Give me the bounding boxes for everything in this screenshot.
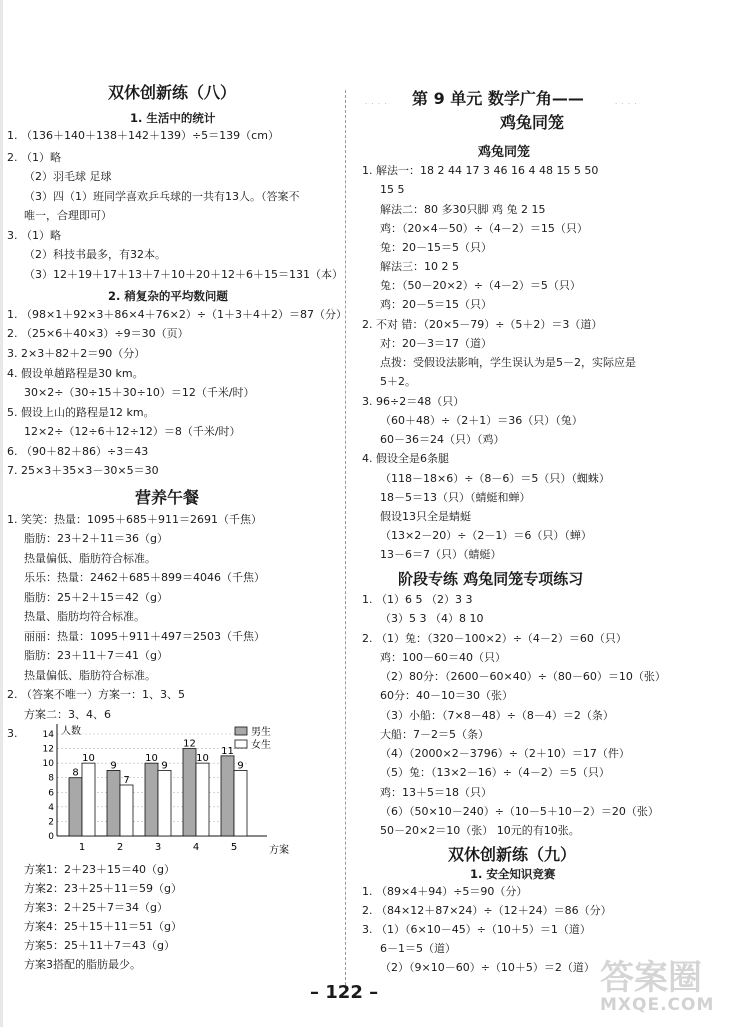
y-tick-label: 6 xyxy=(48,788,54,799)
bar-value-label: 9 xyxy=(161,760,168,772)
bar-value-label: 10 xyxy=(82,753,95,765)
text-line: 3. 96÷2＝48（只） xyxy=(362,395,465,408)
x-tick-label: 1 xyxy=(78,842,86,853)
text-line: （2）80分：（2600－60×40）÷（80－60）＝10（张） xyxy=(380,670,666,683)
text-line: 兔：20－15＝5（只） xyxy=(380,241,492,254)
bar-value-label: 10 xyxy=(196,753,209,765)
text-line: 乐乐：热量：2462＋685＋899＝4046（千焦） xyxy=(24,571,265,584)
text-line: （118－18×6）÷（8－6）＝5（只）（蜘蛛） xyxy=(380,472,610,485)
bar-value-label: 10 xyxy=(145,753,158,765)
text-line: 解法三：10 2 5 xyxy=(380,260,459,273)
bar xyxy=(107,770,120,836)
text-line: 方案二：3、4、6 xyxy=(24,708,111,721)
text-line: 3. 2×3＋82＋2＝90（分） xyxy=(7,347,146,360)
bar xyxy=(234,770,247,836)
text-line: （4）（2000×2－3796）÷（2＋10）＝17（件） xyxy=(380,747,630,760)
text-line: 鸡：100－60＝40（只） xyxy=(380,651,506,664)
x-tick-label: 4 xyxy=(192,842,200,853)
legend-swatch xyxy=(235,727,247,735)
watermark-logo: 答案圈 xyxy=(600,958,702,998)
text-line: 热量偏低、脂肪符合标准。 xyxy=(24,669,156,682)
text-line: 方案1：2＋23＋15＝40（g） xyxy=(24,863,175,876)
left-title-2: 营养午餐 xyxy=(135,488,200,507)
text-line: 5＋2。 xyxy=(380,375,416,388)
page-number: – 122 – xyxy=(310,982,379,1003)
bar-chart xyxy=(30,722,289,856)
text-line: 热量偏低、脂肪符合标准。 xyxy=(24,552,156,565)
x-tick-label: 3 xyxy=(154,842,162,853)
text-line: （3）四（1）班同学喜欢乒乓球的一共有13人。（答案不 xyxy=(24,190,300,203)
legend-label: 女生 xyxy=(251,740,271,751)
text-line: 1. 解法一：18 2 44 17 3 46 16 4 48 15 5 50 xyxy=(362,164,599,177)
bar xyxy=(221,756,234,836)
right-title: 第 9 单元 数学广角—— xyxy=(412,89,584,108)
y-tick-label: 10 xyxy=(42,759,54,770)
decoration-dots: · · · · xyxy=(365,100,388,108)
text-line: 方案2：23＋25＋11＝59（g） xyxy=(24,882,182,895)
text-line: 4. 假设单趟路程是30 km。 xyxy=(7,367,144,380)
bar xyxy=(183,749,196,836)
text-line: 丽丽：热量：1095＋911＋497＝2503（千焦） xyxy=(24,630,265,643)
text-line: 2. 不对 错：（20×5－79）÷（5＋2）＝3（道） xyxy=(362,318,603,331)
text-line: （3）5 3 （4）8 10 xyxy=(380,612,484,625)
text-line: 方案4：25＋15＋11＝51（g） xyxy=(24,920,182,933)
bar-value-label: 12 xyxy=(183,738,196,750)
text-line: 方案3搭配的脂肪最少。 xyxy=(24,958,141,971)
legend-label: 男生 xyxy=(251,727,271,738)
text-line: 2. （25×6＋40×3）÷9＝30（页） xyxy=(7,327,189,340)
text-line: （5）兔：（13×2－16）÷（4－2）＝5（只） xyxy=(380,766,610,779)
y-tick-label: 8 xyxy=(48,773,54,784)
bar xyxy=(69,778,82,836)
text-line: 15 5 xyxy=(380,183,405,196)
text-line: 鸡：（20×4－50）÷（4－2）＝15（只） xyxy=(380,222,588,235)
text-line: 30×2÷（30÷15＋30÷10）＝12（千米/时） xyxy=(24,386,255,399)
y-tick-label-zero: 0 xyxy=(48,832,54,842)
text-line: 1. 笑笑：热量：1095＋685＋911＝2691（千焦） xyxy=(7,513,262,526)
text-line: （2）（9×10－60）÷（10＋5）＝2（道） xyxy=(380,961,595,974)
text-line: （6）（50×10－240）÷（10－5＋10－2）＝20（张） xyxy=(380,805,659,818)
text-line: （3）小船：（7×8－48）÷（8－4）＝2（条） xyxy=(380,709,614,722)
text-line: 18－5＝13（只）（蜻蜓和蝉） xyxy=(380,491,531,504)
text-line: 60分：40－10＝30（张） xyxy=(380,689,513,702)
chart-question-number: 3. xyxy=(7,727,18,740)
text-line: 5. 假设上山的路程是12 km。 xyxy=(7,406,155,419)
right-title-3: 双休创新练（九） xyxy=(448,845,577,864)
text-line: 2. （答案不唯一）方案一：1、3、5 xyxy=(7,688,185,701)
text-line: 2. （84×12＋87×24）÷（12＋24）＝86（分） xyxy=(362,904,612,917)
text-line: 鸡：20－5＝15（只） xyxy=(380,298,492,311)
text-line: （60＋48）÷（2＋1）＝36（只）（兔） xyxy=(380,414,583,427)
text-line: 1. （136＋140＋138＋142＋139）÷5＝139（cm） xyxy=(7,129,279,142)
text-line: （3）12＋19＋17＋13＋7＋10＋20＋12＋6＋15＝131（本） xyxy=(24,268,343,281)
right-title-2: 阶段专练 鸡兔同笼专项练习 xyxy=(398,570,584,588)
right-section-1: 鸡兔同笼 xyxy=(478,145,531,160)
text-line: 1. （1）6 5 （2）3 3 xyxy=(362,593,473,606)
bar xyxy=(82,763,95,836)
text-line: 脂肪：23＋2＋11＝36（g） xyxy=(24,532,168,545)
text-line: 方案3：2＋25＋7＝34（g） xyxy=(24,901,168,914)
text-line: 假设13只全是蜻蜓 xyxy=(380,510,471,523)
left-section-2: 2. 稍复杂的平均数问题 xyxy=(108,289,228,303)
text-line: 鸡：13＋5＝18（只） xyxy=(380,786,492,799)
y-tick-label: 4 xyxy=(48,802,54,813)
y-tick-label: 12 xyxy=(42,744,54,755)
text-line: 脂肪：25＋2＋15＝42（g） xyxy=(24,591,168,604)
bar-value-label: 9 xyxy=(237,760,244,772)
right-section-3: 1. 安全知识竞赛 xyxy=(470,867,556,881)
bar xyxy=(158,770,171,836)
text-line: 方案5：25＋11＋7＝43（g） xyxy=(24,939,175,952)
text-line: 12×2÷（12÷6＋12÷12）＝8（千米/时） xyxy=(24,425,241,438)
x-tick-label: 2 xyxy=(116,842,124,853)
bar-value-label: 11 xyxy=(221,745,234,757)
text-line: 4. 假设全是6条腿 xyxy=(362,452,449,465)
text-line: 2. （1）略 xyxy=(7,151,61,164)
text-line: 13－6＝7（只）（蜻蜓） xyxy=(380,548,502,561)
y-axis-label: 人数 xyxy=(61,726,81,737)
bar xyxy=(145,763,158,836)
bar-value-label: 7 xyxy=(123,775,130,786)
text-line: 解法二：80 多30只脚 鸡 兔 2 15 xyxy=(380,203,546,216)
text-line: 7. 25×3＋35×3－30×5＝30 xyxy=(7,464,159,477)
x-tick-label: 5 xyxy=(230,842,238,853)
y-tick-label: 2 xyxy=(48,817,54,828)
y-tick-label: 14 xyxy=(42,730,54,740)
text-line: 1. （89×4＋94）÷5＝90（分） xyxy=(362,885,528,898)
x-axis-label: 方案 xyxy=(269,845,289,856)
text-line: 对：20－3＝17（道） xyxy=(380,337,492,350)
text-line: 热量、脂肪均符合标准。 xyxy=(24,610,145,623)
text-line: （2）科技书最多，有32本。 xyxy=(24,248,166,261)
left-section-1: 1. 生活中的统计 xyxy=(130,111,216,125)
text-line: 60－36＝24（只）（鸡） xyxy=(380,433,505,446)
watermark-url: MXQE.COM xyxy=(600,995,715,1015)
text-line: 唯一，合理即可） xyxy=(24,209,112,222)
text-line: 兔：（50－20×2）÷（4－2）＝5（只） xyxy=(380,279,581,292)
text-line: 脂肪：23＋11＋7＝41（g） xyxy=(24,649,168,662)
text-line: （2）羽毛球 足球 xyxy=(24,170,112,183)
text-line: 点拨：受假设法影响，学生误认为是5－2，实际应是 xyxy=(380,356,636,369)
bar-value-label: 8 xyxy=(72,767,79,779)
right-title-sub: 鸡兔同笼 xyxy=(500,113,565,132)
text-line: 6. （90＋82＋86）÷3＝43 xyxy=(7,445,149,458)
legend-swatch xyxy=(235,740,247,748)
text-line: 6－1＝5（道） xyxy=(380,942,456,955)
bar xyxy=(120,785,133,836)
text-line: 大船：7－2＝5（条） xyxy=(380,728,489,741)
bar xyxy=(196,763,209,836)
left-title: 双休创新练（八） xyxy=(108,83,237,102)
page-edge xyxy=(0,0,3,1027)
text-line: （13×2－20）÷（2－1）＝6（只）（蝉） xyxy=(380,529,592,542)
text-line: 1. （98×1＋92×3＋86×4＋76×2）÷（1＋3＋4＋2）＝87（分） xyxy=(7,308,348,321)
text-line: 2. （1）兔：（320－100×2）÷（4－2）＝60（只） xyxy=(362,632,627,645)
column-divider xyxy=(345,90,347,985)
text-line: 3. （1）（6×10－45）÷（10＋5）＝1（道） xyxy=(362,923,591,936)
bar-value-label: 9 xyxy=(110,760,117,772)
text-line: 3. （1）略 xyxy=(7,229,61,242)
text-line: 50－20×2＝10（张） 10元的有10张。 xyxy=(380,824,580,837)
decoration-dots: · · · · xyxy=(615,100,638,108)
